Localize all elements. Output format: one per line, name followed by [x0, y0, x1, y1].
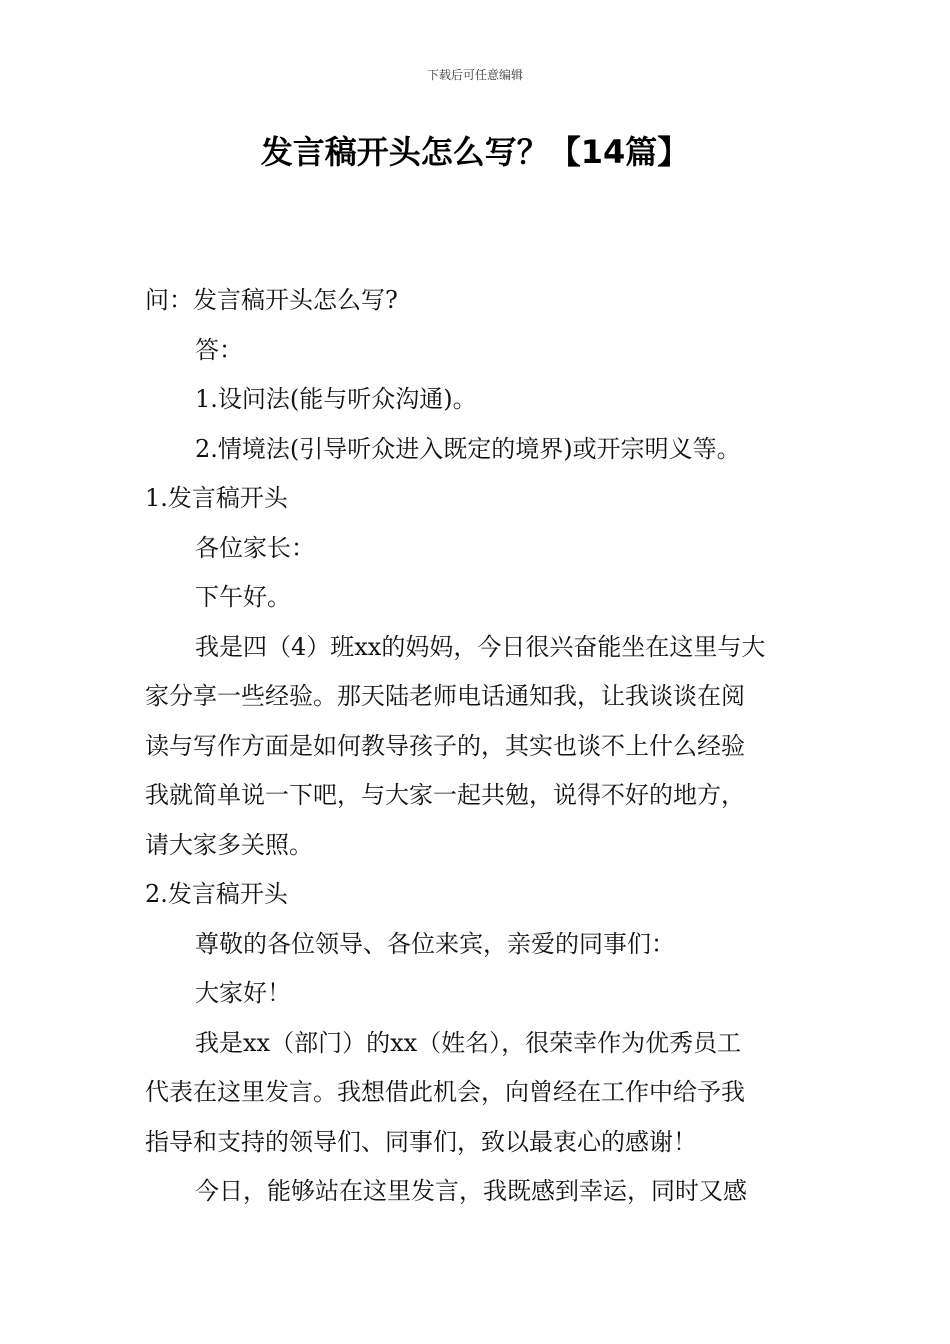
document-body — [145, 276, 810, 1217]
body-line: 1.设问法(能与听众沟通)。 — [195, 385, 477, 413]
header-note: 下载后可任意编辑 — [426, 68, 523, 82]
body-line: 今日，能够站在这里发言，我既感到幸运，同时又感 — [195, 1177, 747, 1205]
body-line: 大家好！ — [195, 979, 291, 1007]
body-line: 1.发言稿开头 — [145, 484, 288, 512]
document-title: 发言稿开头怎么写？【14篇】 — [260, 133, 690, 171]
body-line: 尊敬的各位领导、各位来宾，亲爱的同事们： — [195, 929, 675, 958]
body-line: 读与写作方面是如何教导孩子的，其实也谈不上什么经验 — [145, 731, 745, 760]
body-line: 我是xx（部门）的xx（姓名），很荣幸作为优秀员工 — [195, 1028, 742, 1057]
body-line: 我是四（4）班xx的妈妈，今日很兴奋能坐在这里与大 — [195, 632, 766, 661]
body-line: 问：发言稿开头怎么写? — [145, 286, 398, 314]
body-line: 我就简单说一下吧，与大家一起共勉，说得不好的地方， — [145, 781, 745, 809]
body-line: 下午好。 — [195, 583, 291, 611]
body-line: 请大家多关照。 — [145, 830, 313, 859]
body-line: 各位家长： — [195, 533, 315, 562]
body-line: 家分享一些经验。那天陆老师电话通知我，让我谈谈在阅 — [145, 682, 745, 710]
body-line: 2.情境法(引导听众进入既定的境界)或开宗明义等。 — [195, 434, 741, 463]
body-line: 答： — [195, 335, 243, 364]
body-line: 指导和支持的领导们、同事们，致以最衷心的感谢！ — [145, 1127, 697, 1156]
body-line: 代表在这里发言。我想借此机会，向曾经在工作中给予我 — [145, 1078, 745, 1106]
body-line: 2.发言稿开头 — [145, 880, 288, 908]
